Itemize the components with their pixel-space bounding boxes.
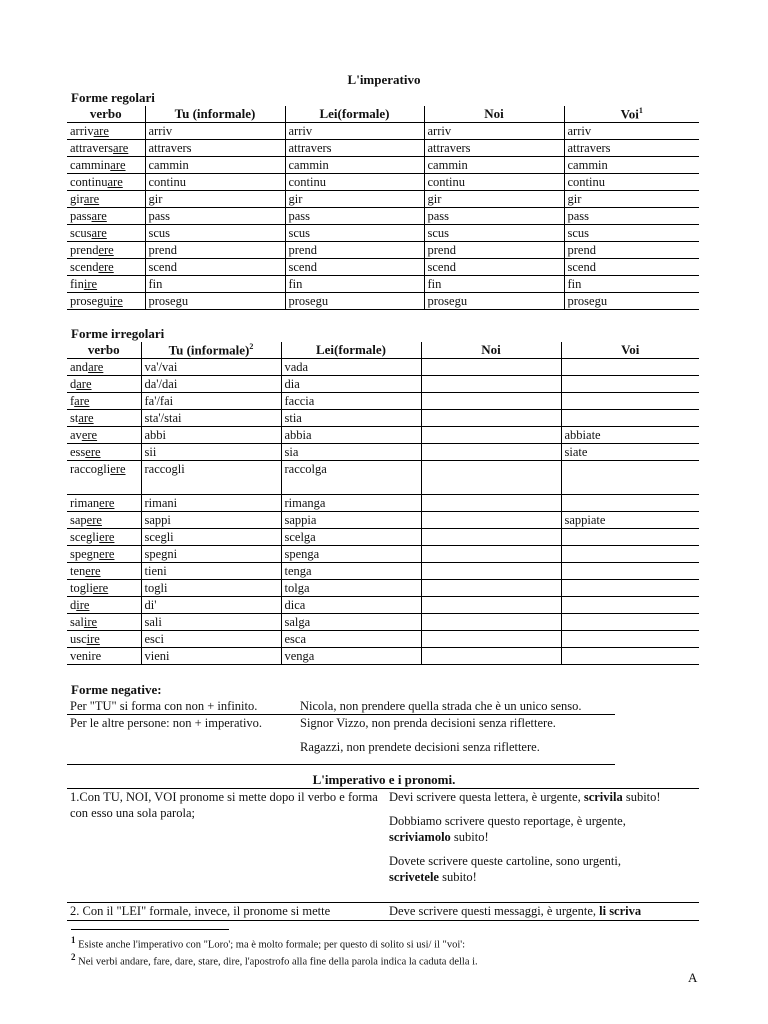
verb-cell: attraversare <box>67 140 145 157</box>
table-row <box>67 376 699 393</box>
pronoun-rule-2: 2. Con il "LEI" formale, invece, il pronome si mette <box>70 904 331 918</box>
noi-cell <box>421 495 561 512</box>
tu-cell: scegli <box>141 529 281 546</box>
noi-cell: scend <box>424 259 564 276</box>
lei-cell: dica <box>281 597 421 614</box>
table-row <box>67 259 699 276</box>
voi-cell: fin <box>564 276 699 293</box>
regular-forms-table <box>67 106 699 310</box>
tu-cell: sii <box>141 444 281 461</box>
tu-cell: spegni <box>141 546 281 563</box>
lei-cell: sappia <box>281 512 421 529</box>
pronouns-table <box>67 788 699 921</box>
voi-cell: arriv <box>564 123 699 140</box>
pronouns-row-2 <box>67 903 699 921</box>
voi-cell <box>561 648 699 665</box>
noi-cell <box>421 512 561 529</box>
voi-cell: continu <box>564 174 699 191</box>
verb-cell: fare <box>67 393 141 410</box>
lei-cell: prosegu <box>285 293 424 310</box>
tu-cell: prosegu <box>145 293 285 310</box>
table-row <box>67 208 699 225</box>
noi-cell: gir <box>424 191 564 208</box>
table-row <box>67 427 699 444</box>
tu-cell: sappi <box>141 512 281 529</box>
table-row <box>67 529 699 546</box>
tu-cell: cammin <box>145 157 285 174</box>
verb-cell: sapere <box>67 512 141 529</box>
voi-cell: scend <box>564 259 699 276</box>
tu-cell: attravers <box>145 140 285 157</box>
pronoun-example-lei: Deve scrivere questi messaggi, è urgente, li scriva <box>389 904 642 918</box>
voi-cell: sappiate <box>561 512 699 529</box>
verb-cell: stare <box>67 410 141 427</box>
noi-cell <box>421 444 561 461</box>
pronouns-heading: L'imperativo e i pronomi. <box>312 772 456 787</box>
table-row <box>67 614 699 631</box>
noi-cell <box>421 648 561 665</box>
tu-cell: scus <box>145 225 285 242</box>
voi-cell: prosegu <box>564 293 699 310</box>
noi-cell <box>421 427 561 444</box>
noi-cell <box>421 631 561 648</box>
footnote-2: $^2$ Nei verbi andare, fare, dare, stare, dire, l'apostrofo alla fine della parola indica la caduta della i. <box>71 952 478 968</box>
lei-cell: rimanga <box>281 495 421 512</box>
tu-cell: esci <box>141 631 281 648</box>
tu-cell: sali <box>141 614 281 631</box>
verb-cell: proseguire <box>67 293 145 310</box>
tu-cell: di' <box>141 597 281 614</box>
tu-cell: prend <box>145 242 285 259</box>
lei-cell: stia <box>281 410 421 427</box>
page-corner-mark: A <box>688 970 698 985</box>
table-row <box>67 123 699 140</box>
col-header-lei: Lei(formale) <box>281 342 421 359</box>
noi-cell: cammin <box>424 157 564 174</box>
noi-cell <box>421 461 561 495</box>
negative-forms-heading: Forme negative: <box>71 682 162 697</box>
voi-cell: scus <box>564 225 699 242</box>
voi-cell <box>561 393 699 410</box>
table-row <box>67 580 699 597</box>
verb-cell: camminare <box>67 157 145 174</box>
page-title: L'imperativo <box>347 72 421 87</box>
lei-cell: vada <box>281 359 421 376</box>
lei-cell: continu <box>285 174 424 191</box>
irregular-forms-table <box>67 342 699 665</box>
table-row <box>67 174 699 191</box>
voi-cell: attravers <box>564 140 699 157</box>
voi-cell <box>561 359 699 376</box>
voi-cell <box>561 529 699 546</box>
lei-cell: sia <box>281 444 421 461</box>
tu-cell: gir <box>145 191 285 208</box>
tu-cell: fa'/fai <box>141 393 281 410</box>
voi-cell <box>561 580 699 597</box>
lei-cell: abbia <box>281 427 421 444</box>
lei-cell: raccolga <box>281 461 421 495</box>
verb-cell: dare <box>67 376 141 393</box>
table-row <box>67 393 699 410</box>
verb-cell: togliere <box>67 580 141 597</box>
verb-cell: rimanere <box>67 495 141 512</box>
table-row <box>67 512 699 529</box>
verb-cell: arrivare <box>67 123 145 140</box>
table-row <box>67 242 699 259</box>
voi-cell <box>561 563 699 580</box>
voi-cell <box>561 614 699 631</box>
verb-cell: tenere <box>67 563 141 580</box>
noi-cell: continu <box>424 174 564 191</box>
lei-cell: scus <box>285 225 424 242</box>
col-header-verbo: verbo <box>67 342 141 359</box>
noi-cell <box>421 597 561 614</box>
negative-row-others <box>67 715 615 765</box>
footnote-1: $^1$ Esiste anche l'imperativo con "Loro'; ma è molto formale; per questo di solito si usi/ il "voi': <box>71 935 466 951</box>
table-row <box>67 225 699 242</box>
noi-cell: attravers <box>424 140 564 157</box>
noi-cell <box>421 376 561 393</box>
verb-cell: dire <box>67 597 141 614</box>
lei-cell: tenga <box>281 563 421 580</box>
pronoun-example-tu: Devi scrivere questa lettera, è urgente, scrivila subito! <box>389 790 661 804</box>
negative-row-tu <box>67 698 615 715</box>
tu-cell: abbi <box>141 427 281 444</box>
negative-examples-others <box>296 715 615 764</box>
col-header-voi: Voi$^1$ <box>564 106 699 123</box>
verb-cell: continuare <box>67 174 145 191</box>
noi-cell <box>421 614 561 631</box>
verb-cell: raccogliere <box>67 461 141 495</box>
col-header-tu: Tu (informale)$^2$ <box>141 342 281 359</box>
verb-cell: passare <box>67 208 145 225</box>
lei-cell: spenga <box>281 546 421 563</box>
noi-cell: scus <box>424 225 564 242</box>
lei-cell: scend <box>285 259 424 276</box>
irregular-forms-heading: Forme irregolari <box>71 326 165 341</box>
voi-cell: abbiate <box>561 427 699 444</box>
lei-cell: arriv <box>285 123 424 140</box>
lei-cell: esca <box>281 631 421 648</box>
negative-example-tu: Nicola, non prendere quella strada che è un unico senso. <box>300 699 582 713</box>
table-row <box>67 597 699 614</box>
noi-cell: fin <box>424 276 564 293</box>
noi-cell <box>421 580 561 597</box>
pronoun-rule-1: 1.Con TU, NOI, VOI pronome si mette dopo il verbo e forma con esso una sola parola; <box>70 790 378 820</box>
table-row <box>67 546 699 563</box>
table-row <box>67 157 699 174</box>
tu-cell: sta'/stai <box>141 410 281 427</box>
tu-cell: vieni <box>141 648 281 665</box>
pronoun-example-noi: Dobbiamo scrivere questo reportage, è urgente, scriviamolo subito! <box>389 814 626 844</box>
voi-cell <box>561 597 699 614</box>
voi-cell: siate <box>561 444 699 461</box>
lei-cell: dia <box>281 376 421 393</box>
lei-cell: pass <box>285 208 424 225</box>
verb-cell: finire <box>67 276 145 293</box>
pronoun-example-voi: Dovete scrivere queste cartoline, sono urgenti, scrivetele subito! <box>389 854 621 884</box>
tu-cell: raccogli <box>141 461 281 495</box>
lei-cell: tolga <box>281 580 421 597</box>
negative-rule-tu: Per "TU" si forma con non + infinito. <box>70 699 258 713</box>
noi-cell <box>421 359 561 376</box>
lei-cell: venga <box>281 648 421 665</box>
col-header-lei: Lei(formale) <box>285 106 424 123</box>
col-header-noi: Noi <box>421 342 561 359</box>
negative-example-lei: Signor Vizzo, non prenda decisioni senza riflettere. <box>300 716 556 730</box>
voi-cell: pass <box>564 208 699 225</box>
col-header-tu: Tu (informale) <box>145 106 285 123</box>
lei-cell: attravers <box>285 140 424 157</box>
table-row <box>67 191 699 208</box>
verb-cell: scegliere <box>67 529 141 546</box>
noi-cell <box>421 563 561 580</box>
tu-cell: va'/vai <box>141 359 281 376</box>
voi-cell <box>561 461 699 495</box>
pronouns-row-1 <box>67 788 699 903</box>
table-row <box>67 461 699 495</box>
table-row <box>67 359 699 376</box>
verb-cell: uscire <box>67 631 141 648</box>
tu-cell: scend <box>145 259 285 276</box>
tu-cell: togli <box>141 580 281 597</box>
noi-cell: pass <box>424 208 564 225</box>
voi-cell: gir <box>564 191 699 208</box>
voi-cell <box>561 376 699 393</box>
verb-cell: avere <box>67 427 141 444</box>
pronoun-examples-1 <box>383 789 699 902</box>
lei-cell: gir <box>285 191 424 208</box>
noi-cell: prosegu <box>424 293 564 310</box>
col-header-voi: Voi <box>561 342 699 359</box>
lei-cell: cammin <box>285 157 424 174</box>
negative-example-voi: Ragazzi, non prendete decisioni senza riflettere. <box>300 740 540 754</box>
noi-cell <box>421 546 561 563</box>
col-header-verbo: verbo <box>67 106 145 123</box>
verb-cell: andare <box>67 359 141 376</box>
noi-cell: arriv <box>424 123 564 140</box>
verb-cell: prendere <box>67 242 145 259</box>
tu-cell: pass <box>145 208 285 225</box>
table-row <box>67 648 699 665</box>
noi-cell <box>421 410 561 427</box>
tu-cell: tieni <box>141 563 281 580</box>
table-row <box>67 495 699 512</box>
negative-rule-others: Per le altre persone: non + imperativo. <box>70 716 263 730</box>
verb-cell: salire <box>67 614 141 631</box>
verb-cell: essere <box>67 444 141 461</box>
lei-cell: fin <box>285 276 424 293</box>
table-row <box>67 563 699 580</box>
lei-cell: scelga <box>281 529 421 546</box>
voi-cell <box>561 410 699 427</box>
tu-cell: arriv <box>145 123 285 140</box>
verb-cell: scendere <box>67 259 145 276</box>
noi-cell: prend <box>424 242 564 259</box>
table-row <box>67 293 699 310</box>
footnote-separator <box>71 929 229 930</box>
lei-cell: faccia <box>281 393 421 410</box>
tu-cell: fin <box>145 276 285 293</box>
voi-cell <box>561 546 699 563</box>
tu-cell: rimani <box>141 495 281 512</box>
voi-cell <box>561 631 699 648</box>
regular-forms-heading: Forme regolari <box>71 90 155 105</box>
lei-cell: salga <box>281 614 421 631</box>
col-header-noi: Noi <box>424 106 564 123</box>
tu-cell: da'/dai <box>141 376 281 393</box>
noi-cell <box>421 529 561 546</box>
tu-cell: continu <box>145 174 285 191</box>
table-row <box>67 140 699 157</box>
table-row <box>67 410 699 427</box>
voi-cell: prend <box>564 242 699 259</box>
voi-cell: cammin <box>564 157 699 174</box>
table-row <box>67 276 699 293</box>
verb-cell: scusare <box>67 225 145 242</box>
verb-cell: venire <box>67 648 141 665</box>
lei-cell: prend <box>285 242 424 259</box>
verb-cell: spegnere <box>67 546 141 563</box>
voi-cell <box>561 495 699 512</box>
table-row <box>67 444 699 461</box>
noi-cell <box>421 393 561 410</box>
table-row <box>67 631 699 648</box>
verb-cell: girare <box>67 191 145 208</box>
negative-forms-table <box>67 698 615 765</box>
